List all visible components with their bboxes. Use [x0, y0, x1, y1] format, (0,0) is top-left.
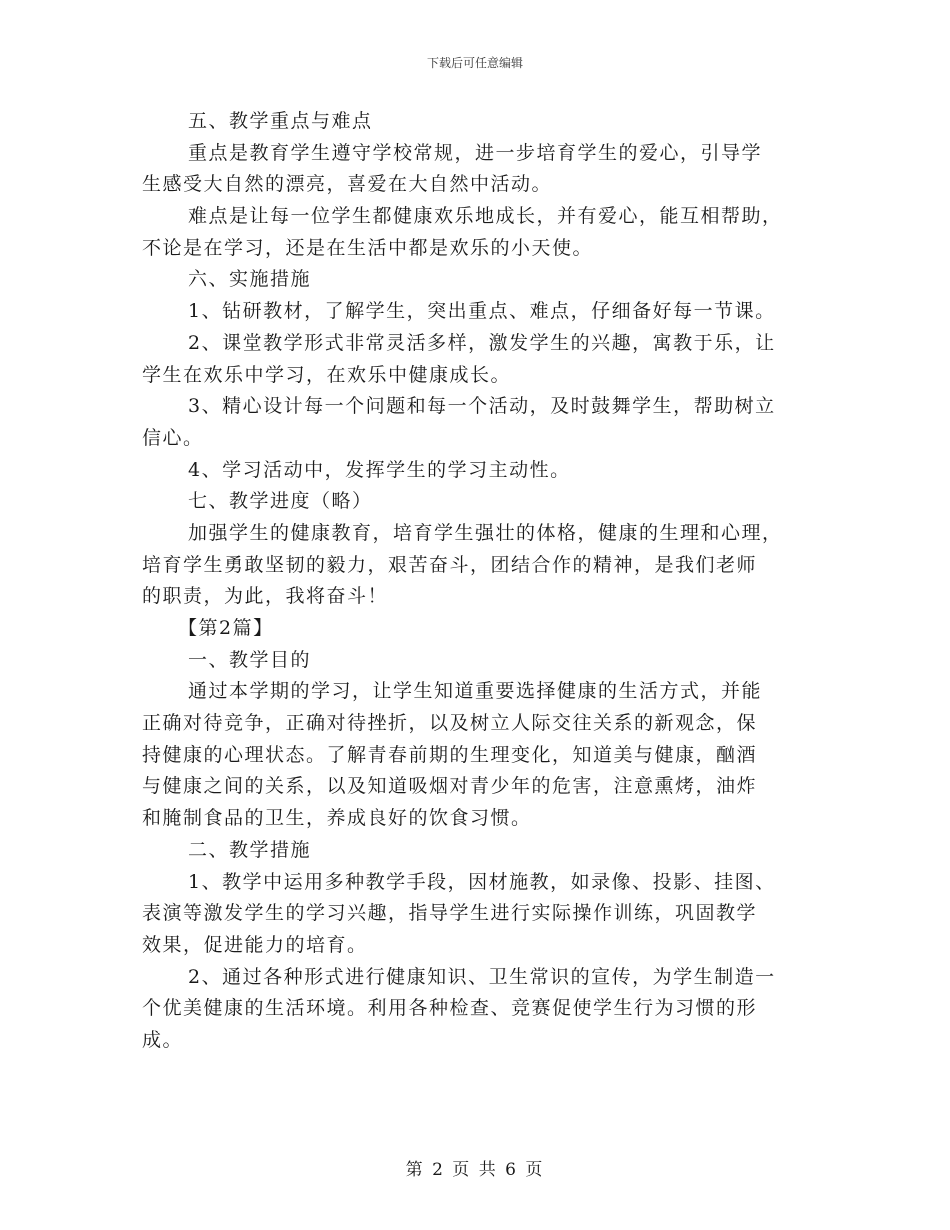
paragraph-line: 信心。	[142, 426, 204, 449]
paragraph-line: 1、钻研教材，了解学生，突出重点、难点，仔细备好每一节课。	[188, 300, 776, 323]
paragraph-line: 持健康的心理状态。了解青春前期的生理变化，知道美与健康，酗酒	[142, 743, 758, 766]
part-heading: 【第2篇】	[178, 617, 274, 639]
paragraph-line: 培育学生勇敢坚韧的毅力，艰苦奋斗，团结合作的精神，是我们老师	[142, 553, 758, 576]
paragraph-line: 重点是教育学生遵守学校常规，进一步培育学生的爱心，引导学	[188, 141, 763, 164]
paragraph-line: 不论是在学习，还是在生活中都是欢乐的小天使。	[142, 236, 594, 259]
section-heading: 五、教学重点与难点	[188, 110, 373, 132]
page-header-note: 下载后可任意编辑	[426, 56, 523, 70]
paragraph-line: 成。	[142, 1028, 184, 1051]
paragraph-line: 4、学习活动中，发挥学生的学习主动性。	[188, 458, 571, 481]
paragraph-line: 3、精心设计每一个问题和每一个活动，及时鼓舞学生，帮助树立	[188, 395, 776, 418]
paragraph-line: 个优美健康的生活环境。利用各种检查、竞赛促使学生行为习惯的形	[142, 997, 758, 1020]
paragraph-line: 通过本学期的学习，让学生知道重要选择健康的生活方式，并能	[188, 680, 763, 703]
paragraph-line: 正确对待竞争，正确对待挫折，以及树立人际交往关系的新观念，保	[142, 712, 758, 735]
section-heading: 一、教学目的	[188, 648, 312, 671]
section-heading: 二、教学措施	[188, 838, 312, 861]
paragraph-line: 的职责，为此，我将奋斗！	[142, 585, 389, 608]
paragraph-line: 效果，促进能力的培育。	[142, 933, 368, 956]
paragraph-line: 和腌制食品的卫生，养成良好的饮食习惯。	[142, 807, 532, 830]
paragraph-line: 表演等激发学生的学习兴趣，指导学生进行实际操作训练，巩固教学	[142, 902, 758, 925]
section-heading: 六、实施措施	[188, 268, 312, 291]
paragraph-line: 学生在欢乐中学习，在欢乐中健康成长。	[142, 363, 512, 386]
paragraph-line: 2、课堂教学形式非常灵活多样，激发学生的兴趣，寓教于乐，让	[188, 331, 776, 354]
page-number-footer: 第 2 页 共 6 页	[405, 1160, 545, 1180]
paragraph-line: 2、通过各种形式进行健康知识、卫生常识的宣传，为学生制造一	[188, 965, 776, 988]
paragraph-line: 生感受大自然的漂亮，喜爱在大自然中活动。	[142, 173, 553, 196]
section-heading: 七、教学进度（略）	[188, 490, 373, 513]
paragraph-line: 加强学生的健康教育，培育学生强壮的体格，健康的生理和心理，	[188, 521, 783, 544]
paragraph-line: 与健康之间的关系，以及知道吸烟对青少年的危害，注意熏烤，油炸	[142, 775, 758, 798]
document-body	[142, 106, 810, 1057]
paragraph-line: 难点是让每一位学生都健康欢乐地成长，并有爱心，能互相帮助，	[188, 205, 783, 228]
paragraph-line: 1、教学中运用多种教学手段，因材施教，如录像、投影、挂图、	[188, 870, 776, 893]
